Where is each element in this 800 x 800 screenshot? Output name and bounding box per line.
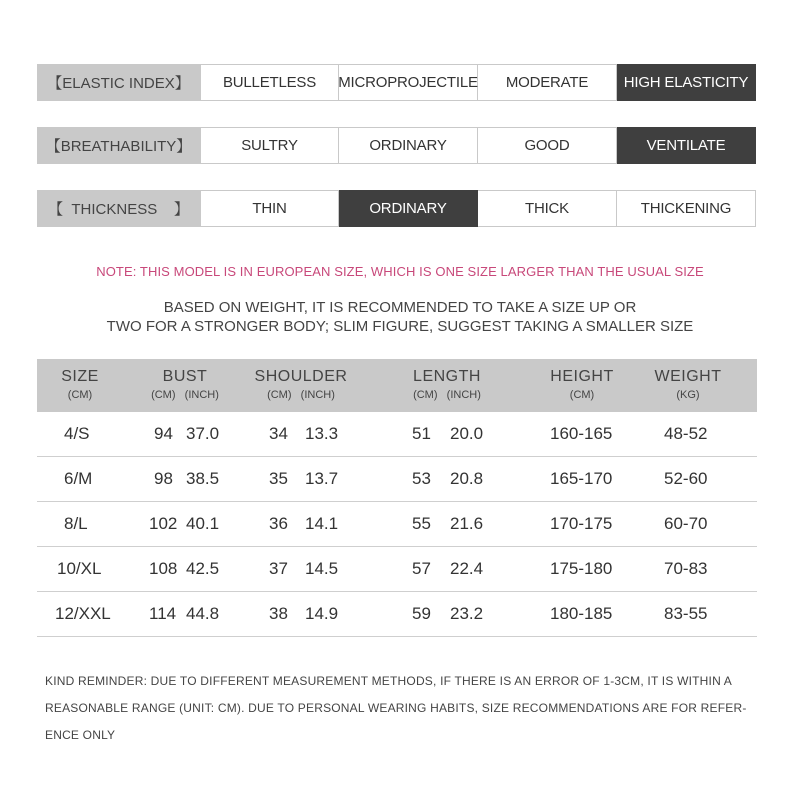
- breathability-option-sultry: SULTRY: [200, 127, 339, 164]
- elastic-option-bulletless: BULLETLESS: [200, 64, 339, 101]
- header-length: LENGTH (CM) (INCH): [413, 368, 481, 401]
- cell-size: 6/M: [64, 469, 93, 488]
- thickness-option-ordinary: ORDINARY: [339, 190, 478, 227]
- cell-size: 12/XXL: [55, 604, 111, 623]
- breathability-option-ventilate: VENTILATE: [617, 127, 756, 164]
- cell-height: 180-185: [550, 604, 613, 623]
- header-height: HEIGHT (CM): [550, 368, 614, 401]
- kind-reminder-line-2: REASONABLE RANGE (UNIT: CM). DUE TO PERSONAL WEARING HABITS, SIZE RECOMMENDATIONS ARE FOR REFER-: [45, 701, 747, 715]
- table-row: [37, 457, 757, 502]
- cell-height: 160-165: [550, 424, 613, 443]
- size-advice: [0, 298, 800, 336]
- thickness-option-thickening: THICKENING: [617, 190, 756, 227]
- elastic-index-label: 【ELASTIC INDEX】: [37, 64, 200, 101]
- kind-reminder-line-3: ENCE ONLY: [45, 728, 116, 742]
- cell-length-cm: 53: [412, 469, 431, 488]
- cell-length-cm: 51: [412, 424, 431, 443]
- cell-length-inch: 21.6: [450, 514, 484, 533]
- breathability-option-good: GOOD: [478, 127, 617, 164]
- cell-weight: 60-70: [664, 514, 708, 533]
- cell-length-inch: 20.8: [450, 469, 484, 488]
- cell-shoulder-inch: 14.1: [305, 514, 339, 533]
- thickness-row: [37, 190, 757, 227]
- cell-weight: 52-60: [664, 469, 708, 488]
- cell-bust-cm: 114: [149, 604, 177, 623]
- cell-bust-inch: 42.5: [186, 559, 220, 578]
- elastic-option-moderate: MODERATE: [478, 64, 617, 101]
- elastic-option-high-elasticity: HIGH ELASTICITY: [617, 64, 756, 101]
- size-advice-line-2: TWO FOR A STRONGER BODY; SLIM FIGURE, SUGGEST TAKING A SMALLER SIZE: [106, 318, 694, 335]
- cell-bust-cm: 94: [154, 424, 173, 443]
- breathability-row: [37, 127, 757, 164]
- cell-height: 170-175: [550, 514, 613, 533]
- breathability-option-ordinary: ORDINARY: [339, 127, 478, 164]
- kind-reminder: [45, 668, 765, 749]
- size-advice-line-1: BASED ON WEIGHT, IT IS RECOMMENDED TO TAKE A SIZE UP OR: [163, 299, 637, 316]
- header-size: SIZE (CM): [61, 368, 99, 401]
- cell-size: 8/L: [64, 514, 88, 533]
- cell-shoulder-cm: 35: [269, 469, 288, 488]
- thickness-label: 【 THICKNESS 】: [37, 190, 200, 227]
- cell-shoulder-inch: 13.3: [305, 424, 339, 443]
- cell-bust-inch: 44.8: [186, 604, 220, 623]
- cell-bust-cm: 108: [149, 559, 178, 578]
- size-chart-table: [37, 359, 757, 637]
- european-size-note: NOTE: THIS MODEL IS IN EUROPEAN SIZE, WHICH IS ONE SIZE LARGER THAN THE USUAL SIZE: [96, 264, 704, 279]
- elastic-index-row: [37, 64, 757, 101]
- cell-length-cm: 59: [412, 604, 431, 623]
- cell-shoulder-cm: 34: [269, 424, 288, 443]
- cell-shoulder-cm: 37: [269, 559, 288, 578]
- table-row: [37, 592, 757, 637]
- kind-reminder-line-1: KIND REMINDER: DUE TO DIFFERENT MEASUREMENT METHODS, IF THERE IS AN ERROR OF 1-3CM, IT IS WITHIN A: [45, 674, 733, 688]
- cell-bust-cm: 102: [149, 514, 178, 533]
- cell-length-cm: 55: [412, 514, 431, 533]
- breathability-label: 【BREATHABILITY】: [37, 127, 200, 164]
- cell-bust-inch: 40.1: [186, 514, 220, 533]
- cell-bust-cm: 98: [154, 469, 173, 488]
- cell-shoulder-cm: 38: [269, 604, 288, 623]
- cell-length-inch: 20.0: [450, 424, 484, 443]
- elastic-option-microprojectile: MICROPROJECTILE: [339, 64, 478, 101]
- cell-height: 165-170: [550, 469, 613, 488]
- cell-shoulder-inch: 14.9: [305, 604, 339, 623]
- table-row: [37, 412, 757, 457]
- thickness-option-thin: THIN: [200, 190, 339, 227]
- cell-length-inch: 22.4: [450, 559, 484, 578]
- cell-shoulder-cm: 36: [269, 514, 288, 533]
- cell-bust-inch: 38.5: [186, 469, 220, 488]
- table-row: [37, 502, 757, 547]
- cell-shoulder-inch: 14.5: [305, 559, 339, 578]
- cell-size: 10/XL: [57, 559, 102, 578]
- cell-length-cm: 57: [412, 559, 431, 578]
- size-table-header: [37, 359, 757, 412]
- cell-height: 175-180: [550, 559, 613, 578]
- cell-length-inch: 23.2: [450, 604, 484, 623]
- cell-weight: 70-83: [664, 559, 708, 578]
- header-bust: BUST (CM) (INCH): [151, 368, 219, 401]
- table-row: [37, 547, 757, 592]
- cell-size: 4/S: [64, 424, 90, 443]
- header-shoulder: SHOULDER (CM) (INCH): [254, 368, 348, 401]
- cell-weight: 83-55: [664, 604, 708, 623]
- cell-bust-inch: 37.0: [186, 424, 220, 443]
- cell-shoulder-inch: 13.7: [305, 469, 339, 488]
- thickness-option-thick: THICK: [478, 190, 617, 227]
- header-weight: WEIGHT (KG): [654, 368, 722, 401]
- cell-weight: 48-52: [664, 424, 708, 443]
